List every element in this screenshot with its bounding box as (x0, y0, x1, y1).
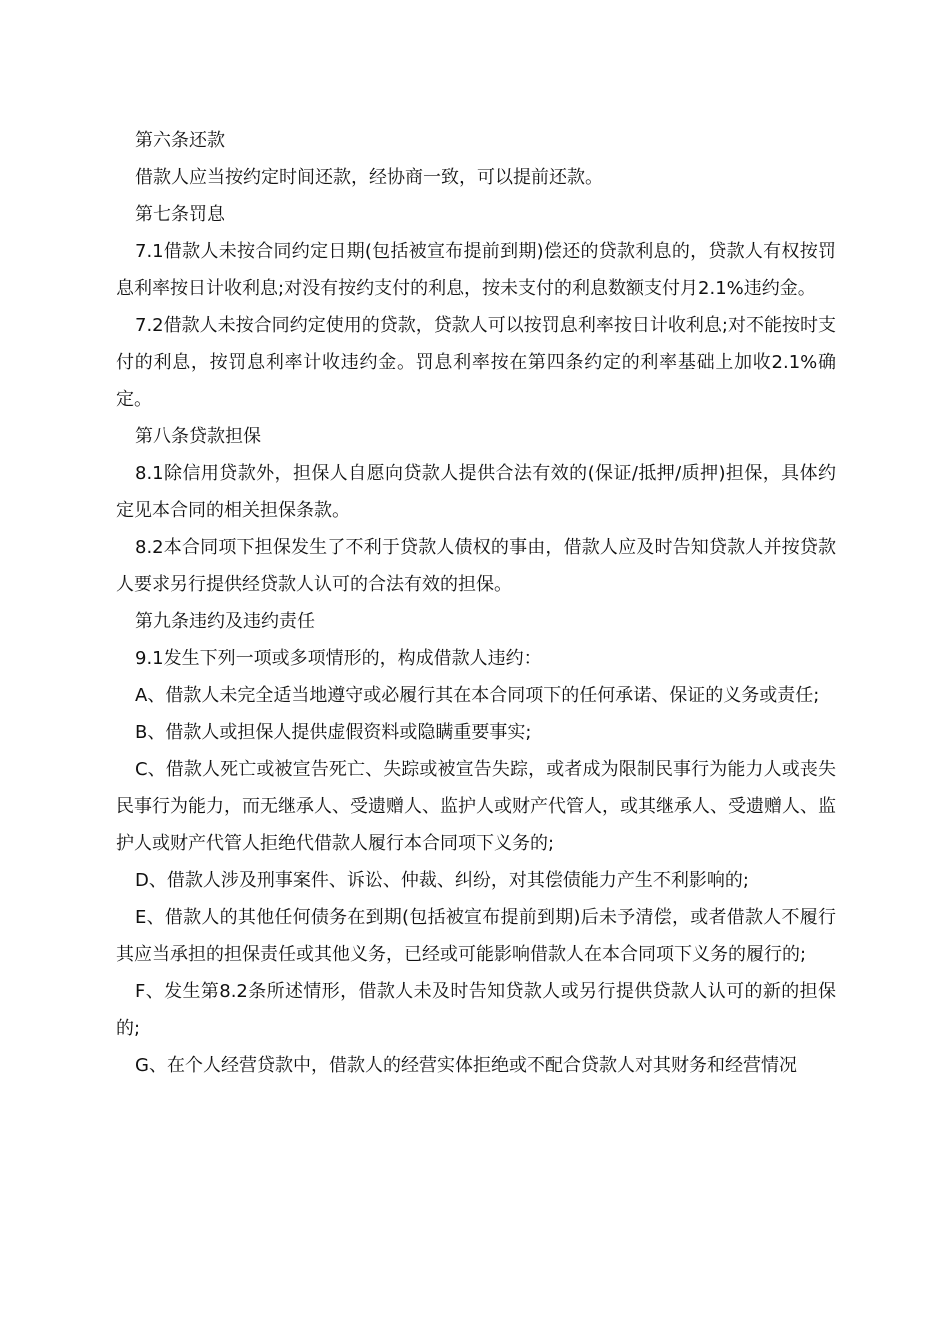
clause-8-1: 8.1除信用贷款外，担保人自愿向贷款人提供合法有效的(保证/抵押/质押)担保，具体约定见本合同的相关担保条款。 (116, 463, 836, 521)
clause-7-2: 7.2借款人未按合同约定使用的贷款，贷款人可以按罚息利率按日计收利息;对不能按时支付的利息，按罚息利率计收违约金。罚息利率按在第四条约定的利率基础上加收2.1%确定。 (116, 315, 836, 410)
clause-7-1: 7.1借款人未按合同约定日期(包括被宣布提前到期)偿还的贷款利息的，贷款人有权按罚息利率按日计收利息;对没有按约支付的利息，按未支付的利息数额支付月2.1%违约金。 (116, 241, 836, 299)
article-8-heading: 第八条贷款担保 (135, 426, 261, 447)
item-d: D、借款人涉及刑事案件、诉讼、仲裁、纠纷，对其偿债能力产生不利影响的; (135, 870, 749, 891)
clause-8-2: 8.2本合同项下担保发生了不利于贷款人债权的事由，借款人应及时告知贷款人并按贷款人要求另行提供经贷款人认可的合法有效的担保。 (116, 537, 836, 595)
item-b: B、借款人或担保人提供虚假资料或隐瞒重要事实; (135, 722, 532, 743)
item-g: G、在个人经营贷款中，借款人的经营实体拒绝或不配合贷款人对其财务和经营情况 (135, 1055, 797, 1076)
item-e: E、借款人的其他任何债务在到期(包括被宣布提前到期)后未予清偿，或者借款人不履行其应当承担的担保责任或其他义务，已经或可能影响借款人在本合同项下义务的履行的; (116, 907, 836, 965)
item-f: F、发生第8.2条所述情形，借款人未及时告知贷款人或另行提供贷款人认可的新的担保的; (116, 981, 836, 1039)
article-6-text: 借款人应当按约定时间还款，经协商一致，可以提前还款。 (135, 167, 603, 188)
clause-9-1: 9.1发生下列一项或多项情形的，构成借款人违约： (135, 648, 542, 669)
article-7-heading: 第七条罚息 (135, 204, 225, 225)
item-a: A、借款人未完全适当地遵守或必履行其在本合同项下的任何承诺、保证的义务或责任; (135, 685, 820, 706)
document-body (116, 122, 836, 1084)
item-c: C、借款人死亡或被宣告死亡、失踪或被宣告失踪，或者成为限制民事行为能力人或丧失民事行为能力，而无继承人、受遗赠人、监护人或财产代管人，或其继承人、受遗赠人、监护人或财产代管人拒绝代借款人履行本合同项下义务的; (116, 759, 836, 854)
article-6-heading: 第六条还款 (135, 130, 225, 151)
article-9-heading: 第九条违约及违约责任 (135, 611, 315, 632)
